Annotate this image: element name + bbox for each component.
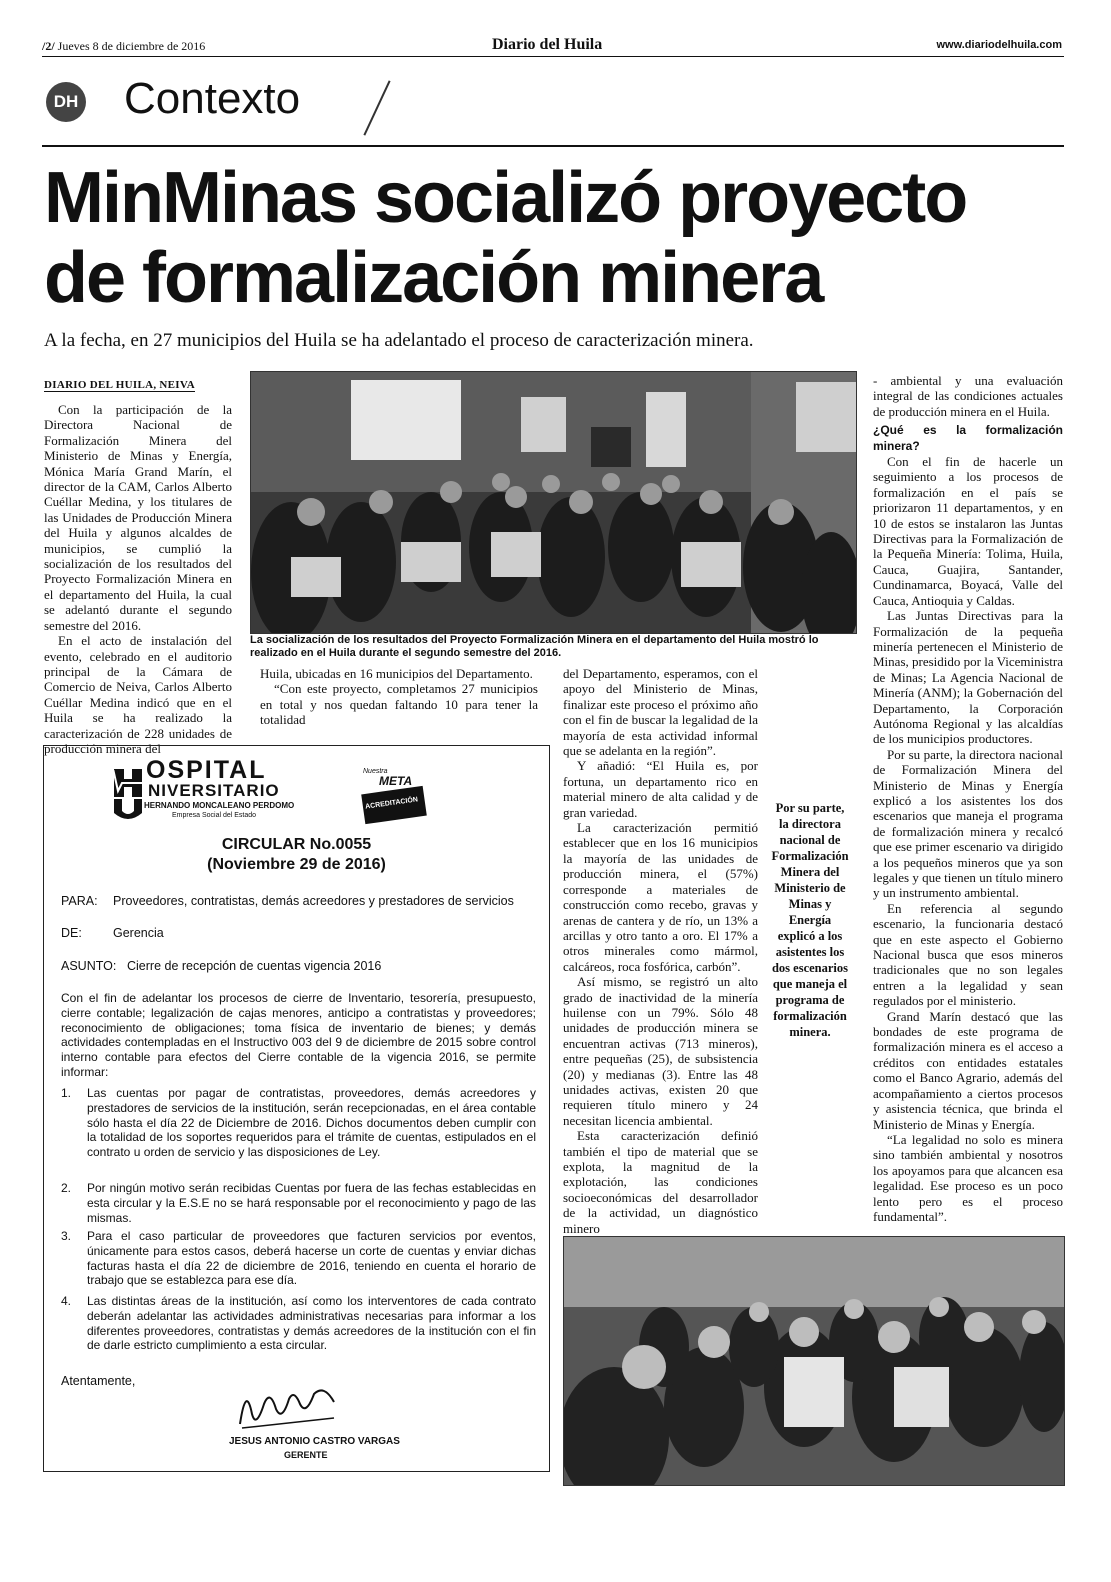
badge-meta: META <box>379 774 413 788</box>
de-value: Gerencia <box>113 926 164 940</box>
asunto-row <box>61 959 381 973</box>
header-rule <box>42 56 1064 57</box>
circular-item-1: 1. Las cuentas por pagar de contratistas, proveedores, demás acreedores y prestadores de servicios de la institución, serán recepcionadas, en el área contable sólo hasta el día 22 de Diciembre de 2016. Dichos documentos deben cumplir con la totalidad de los soportes requeridos para el trámite de cuentas, estipulados en el contrato u orden de servicio y las disposiciones de Ley. <box>61 1086 536 1160</box>
asunto-label: ASUNTO: <box>61 959 117 973</box>
pull-quote: Por su parte, la directora nacional de Formalización Minera del Ministerio de Minas y Energía explicó a los asistentes los dos escenarios que maneja el programa de formalización minera. <box>771 801 849 1039</box>
audience-photo-image <box>564 1237 1064 1485</box>
paragraph: En el acto de instalación del evento, celebrado en el auditorio principal de la Cámara de Comercio de Neiva, Carlos Alberto Cuéllar Medina indicó que en el Huila se ha realizado la caracterización de 228 unidades de producción minera del <box>44 633 232 756</box>
paragraph: Con el fin de hacerle un seguimiento a los procesos de formalización en el país se priorizaron 11 departamentos, y en 10 de estos se instalaron las Juntas Directivas para la Formalización de la Pequeña Minería: Tolima, Huila, Cauca, Guajira, Santander, Cundinamarca, Boyacá, Valle del Cauca, Antioquia y Caldas. <box>873 454 1063 608</box>
headline-line-2: de formalización minera <box>44 238 823 318</box>
circular-item-4: 4. Las distintas áreas de la institución, así como los interventores de cada contrato deberán adelantar las actividades administrativas necesarias para informar a los diferentes proveedores, contratistas y demás acreedores de la institución con el fin de darle estricto cumplimiento a esta circular. <box>61 1294 536 1353</box>
dh-logo: DH <box>46 82 86 122</box>
paragraph: Con la participación de la Directora Nacional de Formalización Minera del Ministerio de Minas y Energía, Mónica María Grand Marín, el director de la CAM, Carlos Alberto Cuéllar Medina, y los titulares de las Unidades de Producción Minera del Huila y algunos alcaldes de municipios, se cumplió la socialización de los resultados del Proyecto Formalización Minera en el departamento del Huila, la cual se adelantó durante el segundo semestre del 2016. <box>44 402 232 633</box>
badge-label: ACREDITACIÓN <box>364 796 419 811</box>
column-4 <box>873 373 1063 1224</box>
para-row <box>61 894 514 908</box>
event-photo <box>250 371 857 634</box>
hospital-subtitle: NIVERSITARIO <box>148 781 280 800</box>
column-2 <box>260 666 538 728</box>
closing: Atentamente, <box>61 1374 136 1388</box>
paragraph: Así mismo, se registró un alto grado de inactividad de la minería huilense con un 79%. Sólo 48 unidades de producción minera se encuentran activas (713 mineros), entre pequeñas (25), de subsistencia (20) y medianas (3). Entre las 48 unidades activas, existen 20 que requieren título minero y 24 necesitan licencia ambiental. <box>563 974 758 1128</box>
newspaper-name: Diario del Huila <box>492 36 603 53</box>
website-url[interactable]: www.diariodelhuila.com <box>936 39 1062 51</box>
para-value: Proveedores, contratistas, demás acreedores y prestadores de servicios <box>113 894 514 908</box>
paragraph: Las Juntas Directivas para la Formalización de la pequeña minería pertenecen el Ministerio de Minas, presidido por la Viceministra de Minas; La Agencia Nacional de Minería (ANM); la Gobernación del Departamento, la Corporación Autónoma Regional y las alcaldías de los municipios productores. <box>873 608 1063 747</box>
de-row <box>61 926 164 940</box>
paragraph: Huila, ubicadas en 16 municipios del Departamento. <box>260 666 533 681</box>
hospital-name: HERNANDO MONCALEANO PERDOMO <box>144 801 295 810</box>
deck: A la fecha, en 27 municipios del Huila se ha adelantado el proceso de caracterización minera. <box>44 330 754 351</box>
paragraph: Grand Marín destacó que las bondades de este programa de formalización minera es el acceso a créditos con entidades estatales como el Banco Agrario, además del acompañamiento a ciertos procesos y asistencia técnica, que brinda el Ministerio de Minas y Energía. <box>873 1008 1063 1132</box>
paragraph: Por su parte, la directora nacional de Formalización Minera del Ministerio de Minas y Energía explicó a los asistentes los dos escenarios que maneja el programa de formalización minera y recalcó que ese primer escenario va dirigido a los pequeños mineros que ya son legales y que tienen un título minero y un instrumento ambiental. <box>873 746 1063 901</box>
hospital-circular-ad <box>43 745 550 1472</box>
de-label: DE: <box>61 926 82 940</box>
paragraph: Esta caracterización definió también el tipo de material que se explota, la magnitud de la explotación, las condiciones socioeconómicas del desarrollador de la actividad, un diagnóstico minero <box>563 1128 758 1236</box>
signature <box>234 1374 344 1434</box>
para-label: PARA: <box>61 894 98 908</box>
audience-photo <box>563 1236 1065 1486</box>
paragraph: “La legalidad no solo es minera sino también ambiental y nosotros los apoyamos para que alcancen esa legalidad. Ese proceso es un poco lento pero es el proceso fundamental”. <box>873 1131 1063 1224</box>
circular-body: Con el fin de adelantar los procesos de cierre de Inventario, tesorería, presupuesto, cierre contable; legalización de cajas menores, anticipo a contratistas y proveedores; reconocimiento de obligaciones; toma física de inventario de bienes; y demás actividades contempladas en el Instructivo 003 del 9 de diciembre de 2015 sobre control interno contable para efectos del Cierre contable de la vigencia 2016, se permite informar: <box>61 991 536 1079</box>
asunto-value: Cierre de recepción de cuentas vigencia 2016 <box>127 959 382 973</box>
paragraph: La caracterización permitió establecer que en los 16 municipios la mayoría de las unidades de producción minera, el (57%) corresponde a materiales de construcción como recebo, gravas y arenas de cantera y de río, un 13% a arcillas y otro tanto a oro. El 17% a otros minerales como mármol, calcáreos, roca fosfórica, carbón”. <box>563 820 758 974</box>
paragraph: - ambiental y una evaluación integral de las condiciones actuales de producción minera en el Huila. <box>873 373 1063 419</box>
headline-line-1: MinMinas socializó proyecto <box>44 158 967 238</box>
page-folio: /2/ Jueves 8 de diciembre de 2016 <box>42 39 206 53</box>
circular-item-3: 3. Para el caso particular de proveedores que facturen servicios por eventos, únicamente para estos casos, deberá hacerse un corte de cuentas y enviar dichas facturas hasta el día 22 de diciembre de 2016, teniendo en cuenta el horario de trabajo que se establezca para ese día. <box>61 1229 536 1288</box>
signer-role: GERENTE <box>284 1450 328 1460</box>
circular-item-2: 2. Por ningún motivo serán recibidas Cuentas por fuera de las fechas establecidas en esta circular y la E.S.E no se hará responsable por el reconocimiento y pago de las mismas. <box>61 1181 536 1225</box>
column-3 <box>563 666 758 1236</box>
headline <box>44 158 1074 318</box>
hospital-type: Empresa Social del Estado <box>172 812 257 819</box>
byline: DIARIO DEL HUILA, NEIVA <box>44 379 195 391</box>
column-1 <box>44 402 232 756</box>
paragraph: del Departamento, esperamos, con el apoyo del Ministerio de Minas, finalizar este proceso el próximo año con el fin de buscar la legalidad de la mayoría de esta actividad informal que se adelanta en la región”. <box>563 666 758 759</box>
auditorium-photo <box>251 372 856 633</box>
subhead: ¿Qué es la formalización minera? <box>873 423 1063 453</box>
section-title: Contexto <box>124 74 301 123</box>
page-header <box>42 36 1062 55</box>
section-slash <box>363 80 390 135</box>
accreditation-badge <box>359 768 429 826</box>
photo-caption: La socialización de los resultados del Proyecto Formalización Minera en el departamento del Huila mostró lo realizado en el Huila durante el segundo semestre del 2016. <box>250 634 819 659</box>
hospital-title: OSPITAL <box>146 756 267 784</box>
badge-top: Nuestra <box>363 768 388 775</box>
circular-number: CIRCULAR No.0055 <box>221 836 372 853</box>
paragraph: Y añadió: “El Huila es, por fortuna, un departamento rico en material minero de alta calidad y de gran variedad. <box>563 758 758 820</box>
section-rule <box>42 145 1064 147</box>
paragraph: “Con este proyecto, completamos 27 municipios en total y nos quedan faltando 10 para tener la totalidad <box>260 681 538 728</box>
paragraph: En referencia al segundo escenario, la funcionaria destacó que en este aspecto el Gobierno Nacional busca que esos mineros tradicionales que no son legales entren a la legalidad y sean regulados por el ministerio. <box>873 900 1063 1009</box>
circular-date: (Noviembre 29 de 2016) <box>207 856 386 873</box>
signer-name: JESUS ANTONIO CASTRO VARGAS <box>229 1436 400 1447</box>
